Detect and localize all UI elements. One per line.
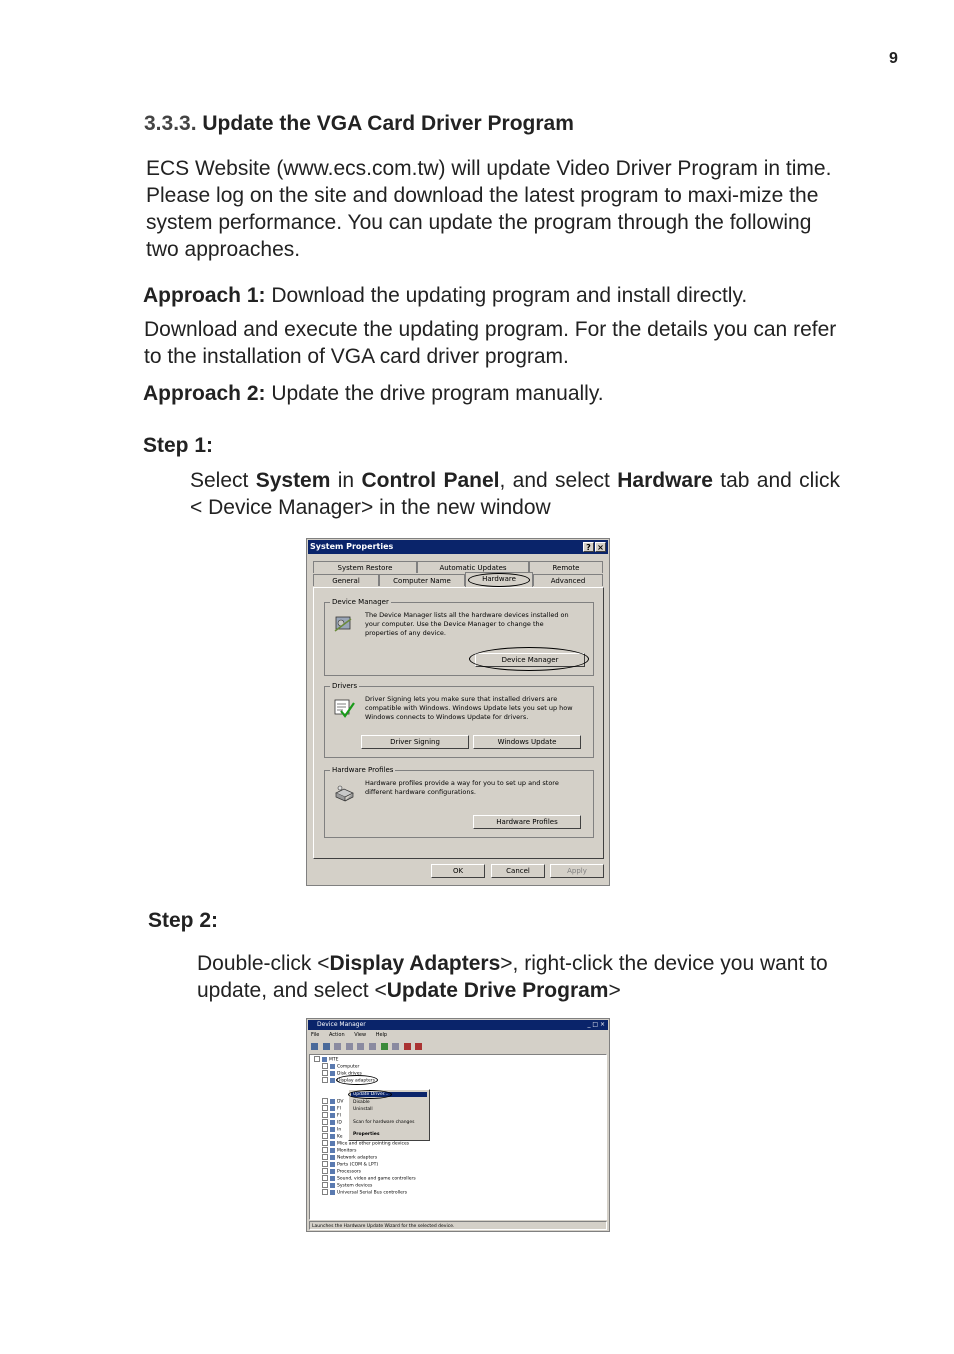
device-tree	[309, 1054, 607, 1220]
tree-item[interactable]: ID	[322, 1119, 342, 1127]
dm-menu-file[interactable]: File	[311, 1032, 320, 1038]
properties-icon[interactable]	[346, 1043, 353, 1050]
display-adapters-highlight-circle	[336, 1075, 378, 1085]
back-icon[interactable]	[311, 1043, 318, 1050]
hardware-profiles-button[interactable]: Hardware Profiles	[473, 815, 581, 829]
dialog-title: System Properties	[310, 542, 394, 551]
tree-item-display-adapters[interactable]: Display adapters	[322, 1077, 375, 1085]
approach-2-label: Approach 2:	[143, 382, 266, 405]
device-manager-description: The Device Manager lists all the hardware devices installed on your computer. Use the Device Manager to change the properties of any device.	[365, 611, 569, 637]
section-title: Update the VGA Card Driver Program	[202, 112, 574, 135]
dialog-title-bar	[308, 540, 608, 554]
ctx-uninstall[interactable]: Uninstall	[353, 1107, 373, 1112]
help-icon[interactable]	[369, 1043, 376, 1050]
driver-signing-icon	[333, 697, 355, 719]
hardware-profiles-group	[324, 766, 594, 838]
dm-menu-view[interactable]: View	[354, 1032, 367, 1038]
device-manager-group-label: Device Manager	[332, 598, 389, 606]
s1-t4: tab and click < Device Manager> in the new window	[190, 469, 841, 519]
hardware-tab-highlight-circle	[468, 573, 530, 587]
update-driver-icon[interactable]	[392, 1043, 399, 1050]
s2-t2: >, right-click the device you want to update, and select <	[197, 952, 828, 1002]
dm-title-bar	[308, 1020, 608, 1030]
dm-toolbar	[311, 1043, 605, 1052]
dm-menu-bar	[311, 1032, 395, 1038]
ctx-disable[interactable]: Disable	[353, 1100, 370, 1105]
tab-remote[interactable]: Remote	[529, 561, 603, 573]
tab-computer-name[interactable]: Computer Name	[379, 574, 465, 586]
device-manager-icon	[333, 613, 355, 635]
s2-t3: >	[608, 979, 621, 1002]
step-2-label: Step 2:	[148, 909, 219, 932]
device-manager-button[interactable]: Device Manager	[475, 653, 585, 667]
tab-system-restore[interactable]: System Restore	[313, 561, 417, 573]
apply-button[interactable]: Apply	[550, 864, 604, 878]
tree-item[interactable]: DV	[322, 1098, 343, 1106]
tree-item[interactable]: Disk drives	[322, 1070, 362, 1078]
print-icon[interactable]	[357, 1043, 364, 1050]
ctx-scan[interactable]: Scan for hardware changes	[353, 1120, 415, 1125]
approach-1	[143, 282, 863, 309]
intro-paragraph: ECS Website (www.ecs.com.tw) will update Video Driver Program in time. Please log on the site and download the latest program to maxi-mize the system performance. You can update the program through the following two approaches.	[146, 157, 832, 261]
tree-item[interactable]: Monitors	[322, 1147, 356, 1155]
system-properties-dialog	[306, 538, 610, 886]
up-icon[interactable]	[334, 1043, 341, 1050]
ctx-properties[interactable]: Properties	[353, 1132, 380, 1137]
ok-button[interactable]: OK	[431, 864, 485, 878]
device-manager-group	[324, 598, 594, 676]
s1-t2: in	[330, 469, 362, 492]
approach-1-label: Approach 1:	[143, 284, 266, 307]
tree-item[interactable]: System devices	[322, 1182, 372, 1190]
approach-2	[143, 380, 863, 407]
step-2-text	[197, 950, 857, 1004]
drivers-group-label: Drivers	[332, 682, 358, 690]
hardware-profiles-group-label: Hardware Profiles	[332, 766, 394, 774]
device-manager-window	[306, 1018, 610, 1232]
approach-2-text: Update the drive program manually.	[265, 382, 604, 405]
step-1-text	[190, 467, 840, 521]
hardware-panel	[313, 587, 604, 859]
s2-b1: Display Adapters	[329, 952, 501, 975]
tab-automatic-updates[interactable]: Automatic Updates	[417, 561, 529, 573]
s2-b2: Update Drive Program	[386, 979, 609, 1002]
device-manager-highlight-circle	[469, 647, 589, 671]
disable-icon[interactable]	[415, 1043, 422, 1050]
s1-t3: , and select	[499, 469, 618, 492]
driver-signing-button[interactable]: Driver Signing	[361, 735, 469, 749]
forward-icon[interactable]	[323, 1043, 330, 1050]
tree-item[interactable]: Processors	[322, 1168, 361, 1176]
s2-t1: Double-click <	[197, 952, 330, 975]
hardware-profiles-description: Hardware profiles provide a way for you to set up and store different hardware configurations.	[365, 779, 559, 796]
tree-item[interactable]: Fl	[322, 1112, 341, 1120]
tree-item[interactable]: In	[322, 1126, 341, 1134]
tree-item[interactable]: Ports (COM & LPT)	[322, 1161, 378, 1169]
dm-status-bar: Launches the Hardware Update Wizard for the selected device.	[309, 1221, 607, 1230]
page-number: 9	[889, 50, 898, 67]
tree-item[interactable]: Fl	[322, 1105, 341, 1113]
tree-item[interactable]: Sound, video and game controllers	[322, 1175, 416, 1183]
ctx-update-driver[interactable]: Update Driver...	[351, 1092, 427, 1097]
close-button[interactable]: ×	[595, 542, 606, 552]
drivers-group	[324, 682, 594, 758]
s1-t1: Select	[190, 469, 256, 492]
section-heading	[144, 112, 574, 136]
tab-hardware[interactable]: Hardware	[465, 572, 533, 587]
tree-item[interactable]: Mice and other pointing devices	[322, 1140, 409, 1148]
dm-window-buttons[interactable]: _ □ ×	[587, 1021, 605, 1028]
uninstall-icon[interactable]	[404, 1043, 411, 1050]
tab-advanced[interactable]: Advanced	[533, 574, 603, 586]
dm-title: Device Manager	[317, 1021, 366, 1028]
scan-icon[interactable]	[381, 1043, 388, 1050]
tree-root[interactable]: MTE	[314, 1056, 338, 1064]
s1-b2: Control Panel	[361, 469, 500, 492]
section-number: 3.3.3.	[144, 112, 197, 135]
approach-1-detail: Download and execute the updating program. For the details you can refer to the installation of VGA card driver program.	[144, 318, 837, 368]
drivers-description: Driver Signing lets you make sure that installed drivers are compatible with Windows. Windows Update lets you set up how Windows connects to Windows Update for drivers.	[365, 695, 573, 721]
dm-menu-help[interactable]: Help	[375, 1032, 388, 1038]
dm-menu-action[interactable]: Action	[328, 1032, 345, 1038]
step-1-label: Step 1:	[143, 434, 214, 457]
tree-item[interactable]: Ke	[322, 1133, 343, 1141]
tab-general[interactable]: General	[313, 574, 379, 586]
tree-item[interactable]: Network adapters	[322, 1154, 377, 1162]
tree-item[interactable]: Universal Serial Bus controllers	[322, 1189, 407, 1197]
cancel-button[interactable]: Cancel	[491, 864, 545, 878]
hardware-profiles-icon	[333, 781, 355, 803]
windows-update-button[interactable]: Windows Update	[473, 735, 581, 749]
tree-item[interactable]: Computer	[322, 1063, 359, 1071]
help-button[interactable]: ?	[583, 542, 594, 552]
approach-1-text: Download the updating program and install directly.	[265, 284, 748, 307]
s1-b3: Hardware	[617, 469, 713, 492]
s1-b1: System	[255, 469, 331, 492]
update-driver-highlight-circle	[348, 1090, 392, 1099]
